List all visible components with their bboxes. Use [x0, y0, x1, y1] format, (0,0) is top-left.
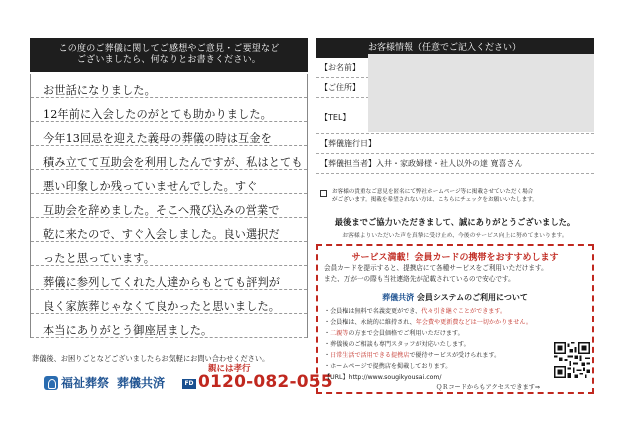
field-funeral-date[interactable] [316, 134, 594, 154]
service-title: サービス満載！会員カードの携帯をおすすめします [351, 253, 559, 263]
benefit-item: ・日常生活で活用できる提携店で優待サービスが受けられます。 [324, 352, 501, 359]
handwritten-line: ったと思っています。 [43, 252, 155, 265]
handwritten-line: 乾に来たので、すぐ入会しました。良い選択だ [43, 228, 280, 241]
service-paragraph: 会員カードを提示すると、提携店にて各種サービスをご利用いただけます。 [324, 264, 548, 272]
benefit-item: ・葬儀後のご相談も専門スタッフが対応いたします。 [324, 341, 470, 348]
consent-line: がございます。掲載を希望されない方は、こちらにチェックをお願いいたします。 [332, 197, 538, 203]
consent-line: お客様の貴重なご意見を匿名にて弊社ホームページ等に掲載させていただく場合 [332, 189, 534, 195]
handwritten-line: 良く家族葬じゃなくて良かったと思いました。 [43, 300, 281, 313]
brand-block [44, 374, 165, 391]
field-staff[interactable] [316, 154, 594, 174]
benefit-item: ・会員権は無料で名義変更ができ、代々引き継ぐことができます。 [324, 308, 507, 315]
field-value-handwritten: 入井・家政婦様・社人以外の達 寛喜さん [376, 159, 523, 168]
consent-text [332, 188, 538, 204]
handwritten-line: 悪い印象しか残っていませんでした。すぐ [43, 180, 258, 193]
feedback-header-line: この度のご葬儀に関してご感想やご意見・ご要望など [58, 44, 280, 54]
field-label: 【お名前】 [320, 63, 360, 72]
slogan-tag: 親には孝行 [208, 364, 251, 374]
benefit-item: ・二親等の方まで会員価格でご利用いただけます。 [324, 330, 464, 337]
qr-note: ＱＲコードからもアクセスできます⇒ [436, 384, 540, 391]
consent-checkbox[interactable] [320, 190, 327, 197]
feedback-panel [30, 38, 333, 394]
feedback-header-line: ございましたら、何なりとお書きください。 [76, 55, 261, 65]
handwritten-line: 本当にありがとう御座居ました。 [43, 324, 213, 337]
field-label: 【葬儀施行日】 [320, 139, 376, 148]
handwritten-line: 互助会を辞めました。そこへ飛び込みの営業で [43, 204, 280, 217]
handwritten-line: お世話になりました。 [43, 84, 156, 97]
thanks-message: 最後までご協力いただきまして、誠にありがとうございました。 [334, 217, 576, 227]
handwritten-line: 今年13回忌を迎えた義母の葬儀の時は互金を [43, 132, 272, 145]
free-dial-icon: FD [182, 379, 196, 389]
thanks-submessage: お客様よりいただいた声を真摯に受け止め、今後のサービス向上に努めてまいります。 [342, 233, 568, 239]
brand-name: 福祉葬祭 [61, 376, 110, 390]
phone-number[interactable]: 0120-082-055 [198, 372, 333, 392]
customer-info-header: お客様情報（任意でご記入ください） [316, 38, 594, 58]
subtitle-brand: 葬儀共済 [382, 293, 415, 302]
service-paragraph: また、万が一の際も当社連絡先が記載されているので安心です。 [324, 275, 515, 283]
brand-logo-icon [44, 376, 58, 390]
field-label: 【葬儀担当者】 [320, 159, 376, 168]
handwritten-line: 12年前に入会したのがとても助かりました。 [43, 108, 272, 121]
field-label: 【TEL】 [320, 113, 351, 122]
benefit-item: ・会員権は、永続的に維持され、年会費や更新費などは一切かかりません。 [324, 319, 532, 326]
qr-code-icon[interactable] [554, 342, 590, 378]
feedback-header [30, 38, 308, 72]
field-label: 【ご住所】 [320, 83, 360, 92]
redacted-area [368, 54, 594, 132]
feedback-writing-area [30, 74, 308, 338]
handwritten-line: 葬儀に参列してくれた人達からもとても評判が [43, 276, 281, 289]
brand-subname: 葬儀共済 [117, 376, 166, 390]
benefit-item: ・ホームページで提携店を掲載しております。 [324, 363, 452, 370]
member-system-subtitle [318, 292, 592, 303]
website-url[interactable]: 【URL】http://www.sougikyousai.com/ [324, 374, 442, 381]
customer-info-panel [316, 38, 594, 394]
handwritten-line: 積み立てて互助会を利用したんですが、私はとても [43, 156, 303, 169]
subtitle-text: 会員システムのご利用について [414, 293, 528, 302]
contact-message: 葬儀後、お困りごとなどございましたらお気軽にお問い合わせください。 [32, 354, 270, 363]
service-box [316, 244, 594, 394]
